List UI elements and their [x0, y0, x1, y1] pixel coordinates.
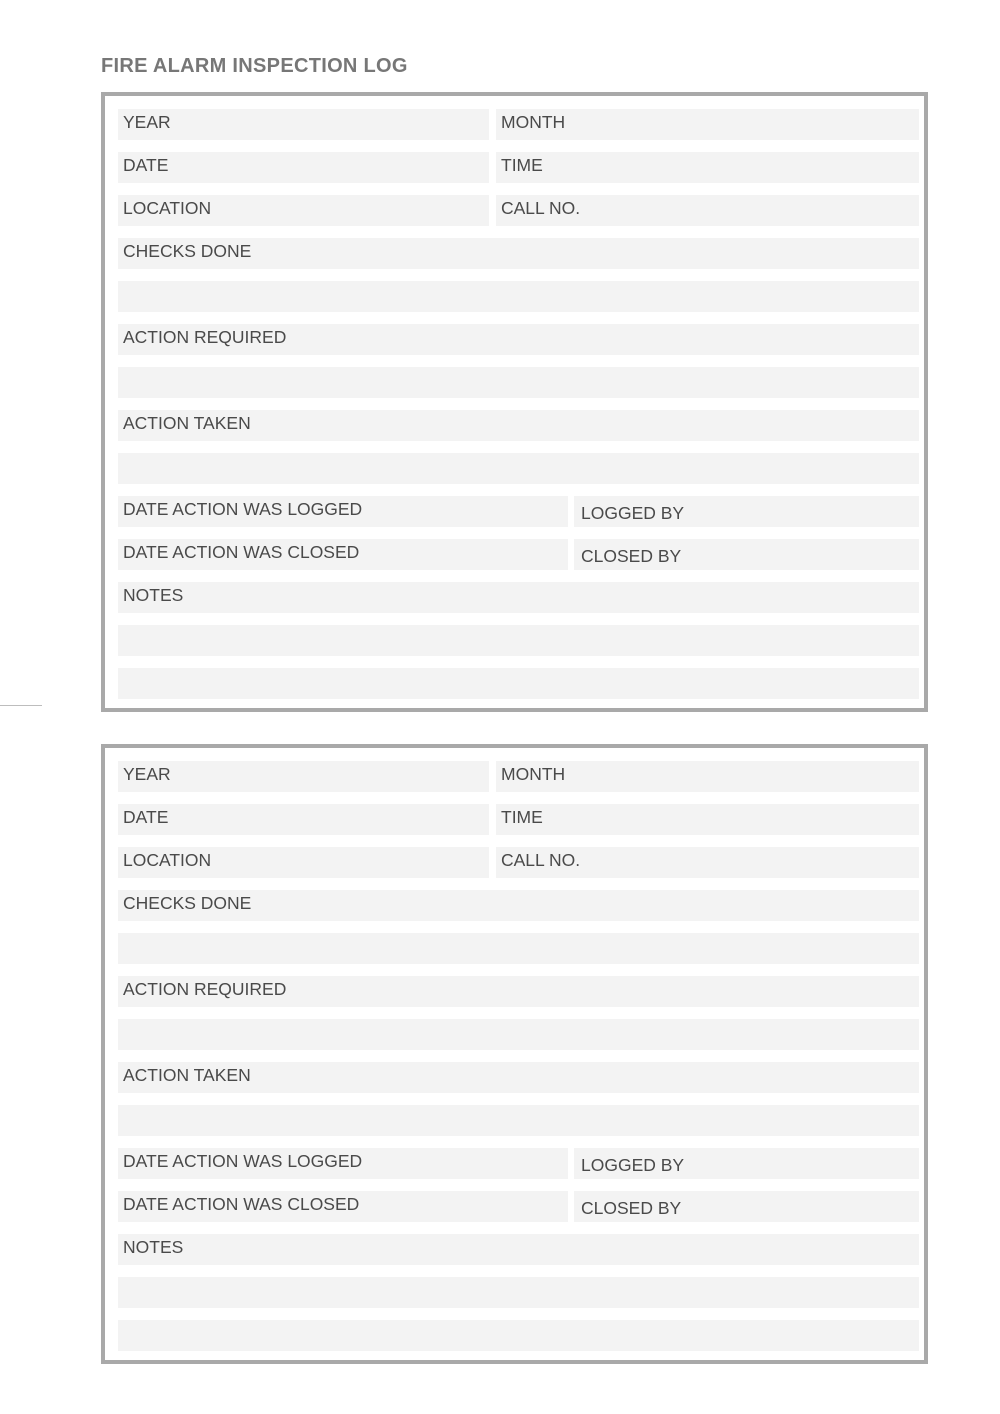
- action-required-label: ACTION REQUIRED: [123, 327, 287, 347]
- call-no-field[interactable]: [496, 195, 919, 226]
- action-required-field[interactable]: [118, 976, 919, 1007]
- action-taken-line-2[interactable]: [118, 453, 919, 484]
- notes-line-2[interactable]: [118, 625, 919, 656]
- location-field[interactable]: [118, 195, 489, 226]
- call-no-field[interactable]: [496, 847, 919, 878]
- notes-label: NOTES: [123, 585, 184, 605]
- checks-done-field[interactable]: [118, 238, 919, 269]
- time-label: TIME: [501, 155, 543, 175]
- action-required-label: ACTION REQUIRED: [123, 979, 287, 999]
- logged-by-label: LOGGED BY: [581, 503, 685, 523]
- location-label: LOCATION: [123, 850, 212, 870]
- date-logged-field[interactable]: [118, 496, 568, 527]
- inspection-entry-2: [101, 744, 928, 1364]
- location-field[interactable]: [118, 847, 489, 878]
- month-label: MONTH: [501, 112, 566, 132]
- action-required-line-2[interactable]: [118, 367, 919, 398]
- notes-line-3[interactable]: [118, 668, 919, 699]
- time-field[interactable]: [496, 152, 919, 183]
- time-field[interactable]: [496, 804, 919, 835]
- date-logged-label: DATE ACTION WAS LOGGED: [123, 499, 363, 519]
- date-label: DATE: [123, 155, 169, 175]
- action-taken-field[interactable]: [118, 1062, 919, 1093]
- location-label: LOCATION: [123, 198, 212, 218]
- month-field[interactable]: [496, 109, 919, 140]
- checks-done-line-2[interactable]: [118, 933, 919, 964]
- notes-line-3[interactable]: [118, 1320, 919, 1351]
- date-field[interactable]: [118, 152, 489, 183]
- call-no-label: CALL NO.: [501, 198, 581, 218]
- checks-done-line-2[interactable]: [118, 281, 919, 312]
- year-label: YEAR: [123, 764, 171, 784]
- page-title: FIRE ALARM INSPECTION LOG: [101, 55, 408, 77]
- date-label: DATE: [123, 807, 169, 827]
- checks-done-label: CHECKS DONE: [123, 241, 252, 261]
- notes-field[interactable]: [118, 1234, 919, 1265]
- action-taken-line-2[interactable]: [118, 1105, 919, 1136]
- date-logged-label: DATE ACTION WAS LOGGED: [123, 1151, 363, 1171]
- side-margin-mark: [0, 705, 42, 706]
- date-field[interactable]: [118, 804, 489, 835]
- action-taken-field[interactable]: [118, 410, 919, 441]
- year-field[interactable]: [118, 109, 489, 140]
- notes-line-2[interactable]: [118, 1277, 919, 1308]
- inspection-entry-1: [101, 92, 928, 712]
- logged-by-label: LOGGED BY: [581, 1155, 685, 1175]
- date-closed-field[interactable]: [118, 539, 568, 570]
- time-label: TIME: [501, 807, 543, 827]
- closed-by-field[interactable]: [574, 539, 919, 570]
- logged-by-field[interactable]: [574, 1148, 919, 1179]
- year-label: YEAR: [123, 112, 171, 132]
- date-closed-label: DATE ACTION WAS CLOSED: [123, 542, 360, 562]
- checks-done-label: CHECKS DONE: [123, 893, 252, 913]
- action-required-line-2[interactable]: [118, 1019, 919, 1050]
- notes-label: NOTES: [123, 1237, 184, 1257]
- checks-done-field[interactable]: [118, 890, 919, 921]
- date-closed-field[interactable]: [118, 1191, 568, 1222]
- call-no-label: CALL NO.: [501, 850, 581, 870]
- action-taken-label: ACTION TAKEN: [123, 413, 251, 433]
- month-field[interactable]: [496, 761, 919, 792]
- year-field[interactable]: [118, 761, 489, 792]
- month-label: MONTH: [501, 764, 566, 784]
- closed-by-label: CLOSED BY: [581, 546, 682, 566]
- action-required-field[interactable]: [118, 324, 919, 355]
- closed-by-field[interactable]: [574, 1191, 919, 1222]
- date-logged-field[interactable]: [118, 1148, 568, 1179]
- notes-field[interactable]: [118, 582, 919, 613]
- logged-by-field[interactable]: [574, 496, 919, 527]
- closed-by-label: CLOSED BY: [581, 1198, 682, 1218]
- date-closed-label: DATE ACTION WAS CLOSED: [123, 1194, 360, 1214]
- action-taken-label: ACTION TAKEN: [123, 1065, 251, 1085]
